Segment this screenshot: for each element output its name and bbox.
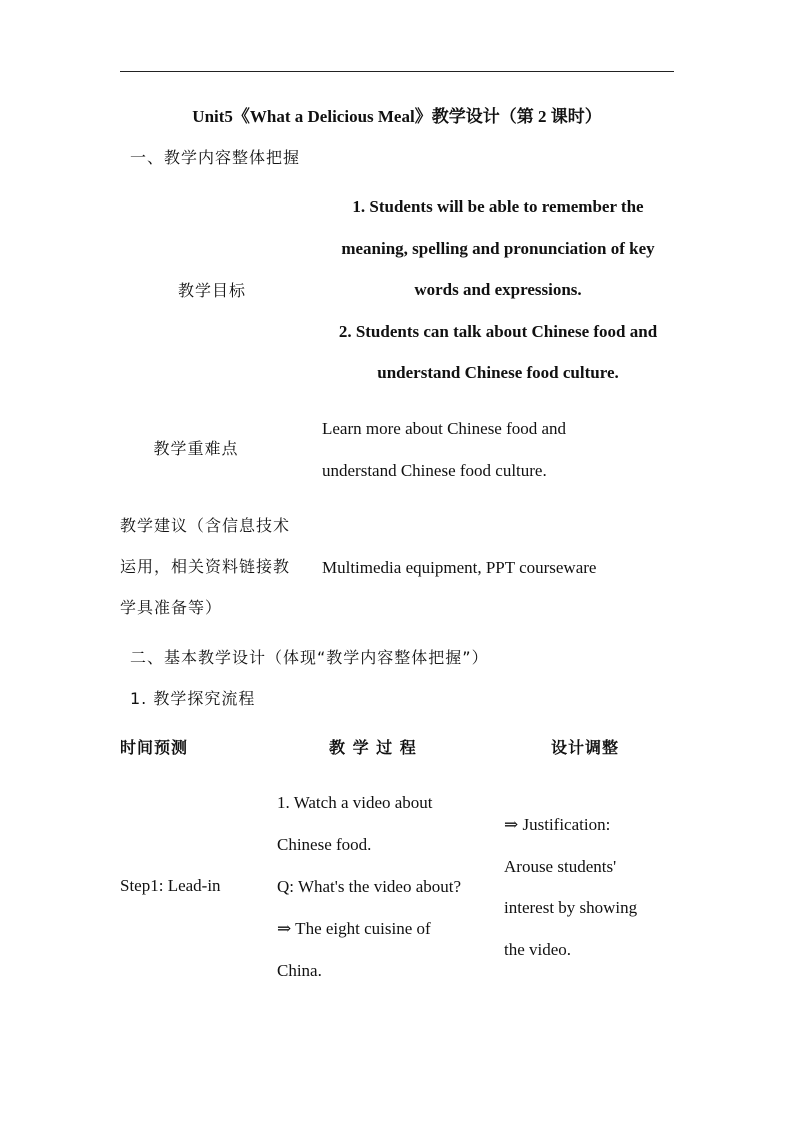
column-header-process: 教 学 过 程 xyxy=(329,738,417,757)
section-1-heading: 一、教学内容整体把握 xyxy=(130,148,301,167)
objectives-line: words and expressions. xyxy=(414,280,582,299)
subsection-heading: 1. 教学探究流程 xyxy=(130,689,256,708)
column-header-adjust: 设计调整 xyxy=(551,738,620,757)
suggestions-label xyxy=(120,505,316,628)
adjust-line: the video. xyxy=(504,939,572,959)
objectives-line: 1. Students will be able to remember the xyxy=(352,197,644,216)
adjust-line: Arouse students' xyxy=(504,856,617,876)
suggestions-value: Multimedia equipment, PPT courseware xyxy=(322,558,597,577)
table-row-adjust xyxy=(504,804,674,970)
suggestions-label-line: 学具准备等） xyxy=(120,598,223,617)
adjust-line: interest by showing xyxy=(504,898,638,917)
table-row-process xyxy=(277,782,497,992)
process-line: 1. Watch a video about xyxy=(277,793,433,812)
key-points-line: understand Chinese food culture. xyxy=(322,461,547,480)
process-line: Chinese food. xyxy=(277,835,372,854)
header-rule xyxy=(120,71,674,72)
key-points-line: Learn more about Chinese food and xyxy=(322,419,567,438)
process-line: China. xyxy=(277,961,322,980)
process-line: ⇒ The eight cuisine of xyxy=(277,919,431,938)
section-2-heading: 二、基本教学设计（体现“教学内容整体把握”） xyxy=(130,648,489,667)
suggestions-label-line: 运用，相关资料链接教 xyxy=(120,557,291,576)
objectives-line: meaning, spelling and pronunciation of key xyxy=(341,238,655,258)
key-points-label: 教学重难点 xyxy=(153,439,239,458)
key-points-text xyxy=(322,408,674,492)
objectives-line: 2. Students can talk about Chinese food and xyxy=(338,321,658,341)
adjust-line: ⇒ Justification: xyxy=(504,815,611,834)
objectives-label: 教学目标 xyxy=(177,281,246,300)
table-row-step: Step1: Lead-in xyxy=(120,876,221,895)
objectives-line: understand Chinese food culture. xyxy=(377,363,619,382)
objectives-text xyxy=(322,186,674,394)
suggestions-label-line: 教学建议（含信息技术 xyxy=(120,516,291,535)
process-line: Q: What's the video about? xyxy=(277,877,462,896)
document-title: Unit5《What a Delicious Meal》教学设计（第 2 课时） xyxy=(192,107,602,126)
column-header-time: 时间预测 xyxy=(120,738,189,757)
